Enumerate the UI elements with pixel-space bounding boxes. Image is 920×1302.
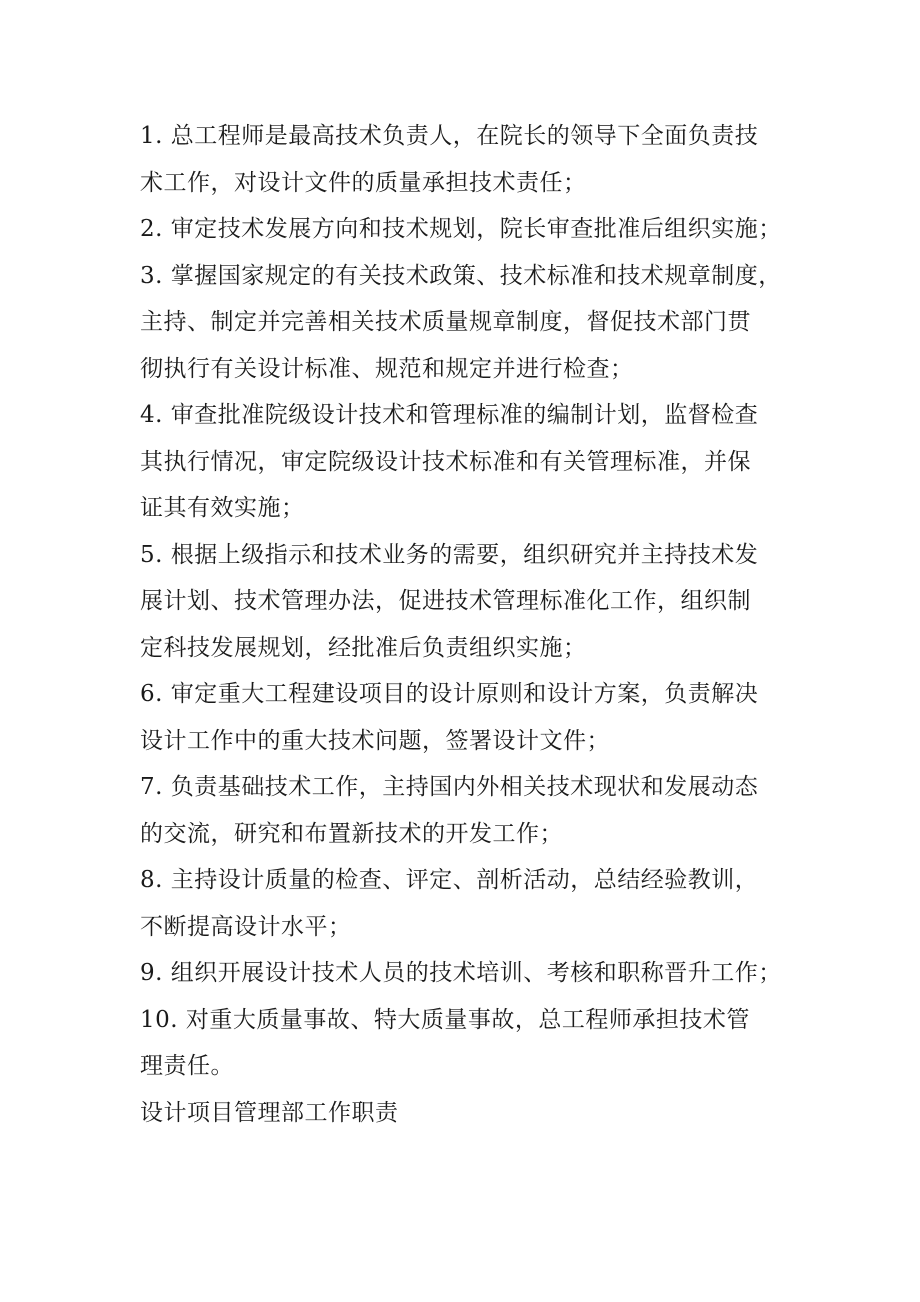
- section-heading: 设计项目管理部工作职责: [140, 1099, 399, 1126]
- text-line: 7. 负责基础技术工作，主持国内外相关技术现状和发展动态: [140, 774, 759, 800]
- text-line: 4. 审查批准院级设计技术和管理标准的编制计划，监督检查: [140, 402, 759, 428]
- text-line: 展计划、技术管理办法，促进技术管理标准化工作，组织制: [140, 588, 751, 614]
- text-line: 定科技发展规划，经批准后负责组织实施；: [140, 634, 587, 661]
- text-line: 3. 掌握国家规定的有关技术政策、技术标准和技术规章制度，: [140, 262, 782, 289]
- text-line: 设计工作中的重大技术问题，签署设计文件；: [140, 727, 610, 754]
- text-line: 理责任。: [140, 1053, 234, 1079]
- text-line: 术工作，对设计文件的质量承担技术责任；: [140, 169, 587, 196]
- text-line: 10. 对重大质量事故、特大质量事故，总工程师承担技术管: [140, 1006, 750, 1033]
- text-line: 8. 主持设计质量的检查、评定、剖析活动，总结经验教训，: [140, 867, 759, 893]
- text-line: 2. 审定技术发展方向和技术规划，院长审查批准后组织实施；: [140, 216, 782, 242]
- document-body: [140, 113, 790, 1136]
- text-line: 的交流，研究和布置新技术的开发工作；: [140, 820, 563, 847]
- text-line: 不断提高设计水平；: [140, 913, 352, 940]
- text-line: 主持、制定并完善相关技术质量规章制度，督促技术部门贯: [140, 309, 751, 335]
- text-line: 其执行情况，审定院级设计技术标准和有关管理标准，并保: [140, 448, 751, 475]
- text-line: 5. 根据上级指示和技术业务的需要，组织研究并主持技术发: [140, 541, 759, 568]
- text-line: 9. 组织开展设计技术人员的技术培训、考核和职称晋升工作；: [140, 960, 782, 986]
- text-line: 彻执行有关设计标准、规范和规定并进行检查；: [140, 355, 634, 382]
- text-line: 6. 审定重大工程建设项目的设计原则和设计方案，负责解决: [140, 681, 759, 707]
- text-line: 证其有效实施；: [140, 495, 305, 521]
- text-line: 1. 总工程师是最高技术负责人，在院长的领导下全面负责技: [140, 123, 759, 149]
